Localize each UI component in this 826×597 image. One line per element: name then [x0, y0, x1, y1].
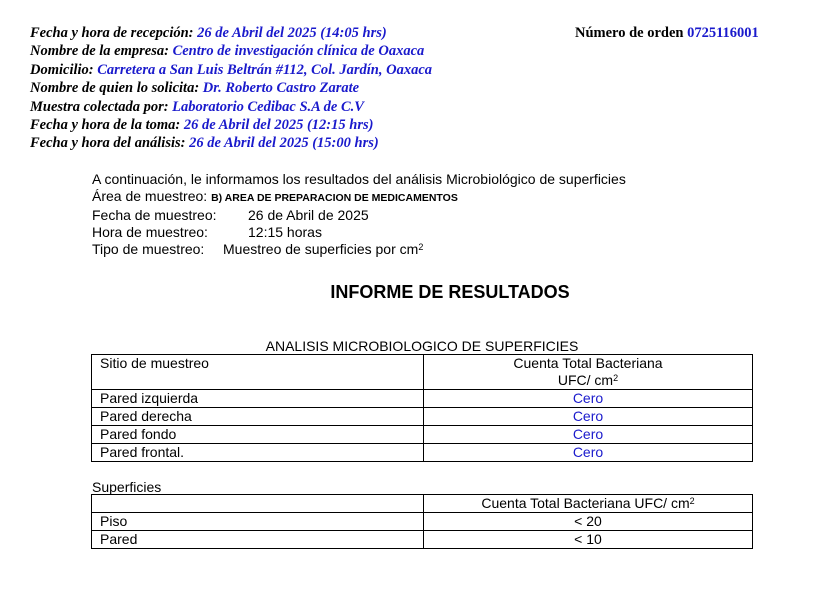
- type-superscript: 2: [418, 242, 424, 252]
- value-cell: Cero: [424, 408, 753, 426]
- site-cell: Pared izquierda: [92, 390, 424, 408]
- area-value: B) AREA DE PREPARACION DE MEDICAMENTOS: [211, 192, 458, 204]
- date-label: Fecha de muestreo:: [92, 207, 217, 223]
- reception-value: 26 de Abril del 2025 (14:05 hrs): [197, 25, 387, 41]
- site-cell: Piso: [92, 513, 424, 531]
- analysis-row: [30, 134, 790, 152]
- sampling-row: [30, 116, 790, 134]
- col-count-line1: Cuenta Total Bacteriana: [513, 355, 663, 371]
- company-row: [30, 42, 790, 60]
- address-label: Domicilio:: [30, 61, 94, 78]
- surfaces-table: [91, 494, 753, 549]
- time-label: Hora de muestreo:: [92, 224, 208, 240]
- requester-value: Dr. Roberto Castro Zarate: [202, 80, 360, 97]
- intro-block: [92, 171, 626, 258]
- value-cell: Cero: [424, 426, 753, 444]
- table-row: [92, 408, 753, 426]
- col-site-header: [92, 355, 424, 390]
- col-count-label: Cuenta Total Bacteriana UFC/ cm: [481, 495, 690, 511]
- table-row: [92, 531, 753, 549]
- col-count-sup: 2: [613, 373, 619, 383]
- site-cell: Pared frontal.: [92, 444, 424, 462]
- value-cell: < 10: [424, 531, 753, 549]
- site-cell: Pared fondo: [92, 426, 424, 444]
- address-value: Carretera a San Luis Beltrán #112, Col. Jardín, Oaxaca: [97, 61, 433, 78]
- site-cell: Pared: [92, 531, 424, 549]
- date-row: [92, 207, 626, 224]
- order-number: [575, 24, 759, 42]
- address-row: [30, 61, 790, 79]
- col-site-header: [92, 495, 424, 513]
- table1-caption: ANALISIS MICROBIOLOGICO DE SUPERFICIES: [265, 338, 579, 354]
- reception-label: Fecha y hora de recepción:: [30, 25, 194, 41]
- requester-label: Nombre de quien lo solicita:: [30, 80, 200, 97]
- order-label: Número de orden: [575, 25, 684, 41]
- analysis-label: Fecha y hora del análisis:: [30, 135, 186, 152]
- intro-line: A continuación, le informamos los resultados del análisis Microbiológico de superficies: [92, 171, 626, 187]
- time-value: 12:15 horas: [248, 224, 322, 240]
- time-row: [92, 224, 626, 241]
- header-block: [30, 24, 790, 153]
- site-cell: Pared derecha: [92, 408, 424, 426]
- collector-value: Laboratorio Cedibac S.A de C.V: [172, 98, 364, 115]
- collector-label: Muestra colectada por:: [30, 98, 169, 115]
- analysis-value: 26 de Abril del 2025 (15:00 hrs): [189, 135, 379, 152]
- table-row: [92, 426, 753, 444]
- col-count-header: [424, 355, 753, 390]
- surface-analysis-table: [91, 354, 753, 462]
- type-value: Muestreo de superficies por cm: [223, 241, 419, 257]
- value-cell: Cero: [424, 390, 753, 408]
- table-row: [92, 444, 753, 462]
- type-label: Tipo de muestreo:: [92, 241, 205, 257]
- table-row: [92, 513, 753, 531]
- report-title: INFORME DE RESULTADOS: [330, 282, 570, 302]
- col-count-sup: 2: [689, 496, 695, 506]
- table-header-row: [92, 495, 753, 513]
- collector-row: [30, 98, 790, 116]
- company-value: Centro de investigación clínica de Oaxaca: [172, 43, 425, 60]
- col-site-label: Sitio de muestreo: [100, 355, 209, 371]
- table-row: [92, 390, 753, 408]
- area-row: [92, 188, 626, 207]
- order-value: 0725116001: [687, 25, 759, 41]
- value-cell: Cero: [424, 444, 753, 462]
- type-row: [92, 241, 626, 258]
- sampling-value: 26 de Abril del 2025 (12:15 hrs): [183, 117, 374, 134]
- table-header-row: [92, 355, 753, 390]
- col-count-header: [424, 495, 753, 513]
- area-label: Área de muestreo:: [92, 188, 208, 204]
- sampling-label: Fecha y hora de la toma:: [30, 117, 181, 134]
- value-cell: < 20: [424, 513, 753, 531]
- date-value: 26 de Abril de 2025: [248, 207, 369, 223]
- table2-caption: Superficies: [92, 479, 162, 495]
- company-label: Nombre de la empresa:: [30, 43, 169, 60]
- requester-row: [30, 79, 790, 97]
- col-count-line2: UFC/ cm: [557, 372, 614, 388]
